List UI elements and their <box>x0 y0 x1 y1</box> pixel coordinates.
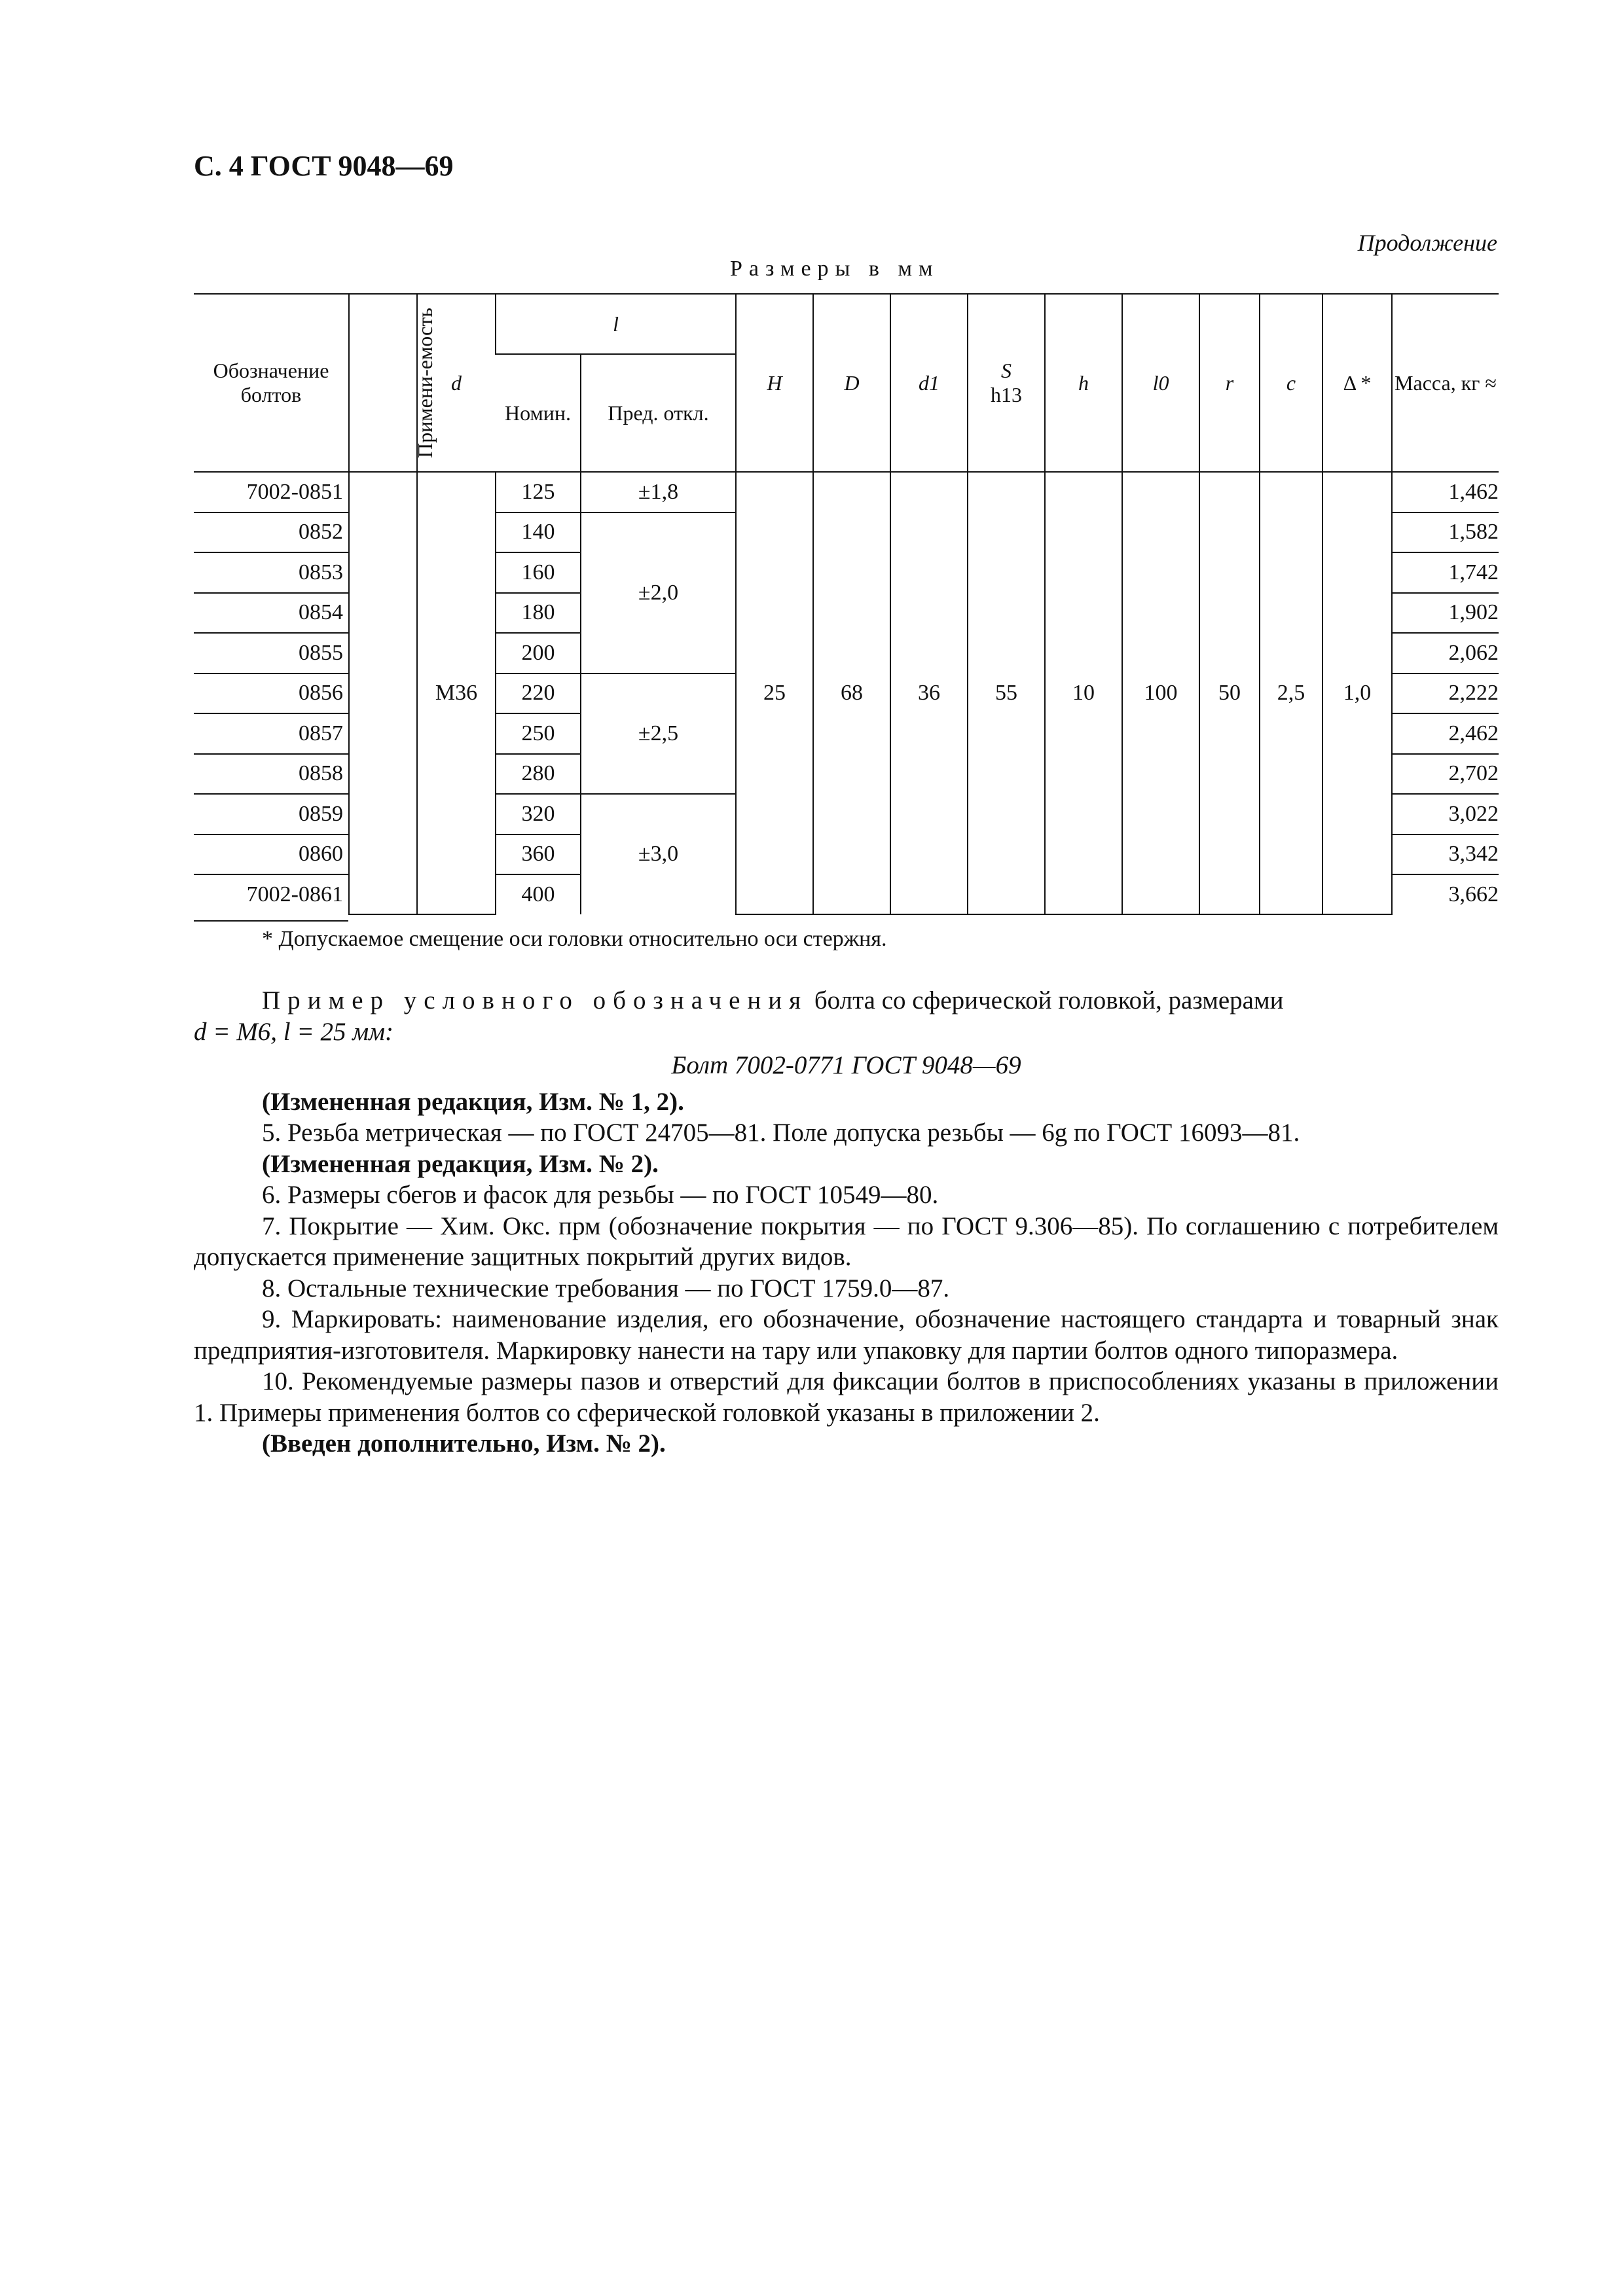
r-cell: 50 <box>1199 472 1260 914</box>
bolt-dimensions-table <box>194 293 1499 915</box>
l-nominal-cell: 250 <box>496 713 581 754</box>
continued-label: Продолжение <box>1357 230 1497 256</box>
designation-cell: 7002-0861 <box>246 882 343 906</box>
l-nominal-cell: 220 <box>496 673 581 714</box>
mass-cell: 1,462 <box>1392 472 1499 512</box>
header-D: D <box>813 294 890 472</box>
header-S-tolerance: h13 <box>991 383 1023 406</box>
l-nominal-cell: 200 <box>496 633 581 673</box>
paragraph-9: 9. Маркировать: наименование изделия, его обозначение, обозначение настоящего стандарта и товарный знак предприятия-изготовителя. Маркировку нанести на тару или упаковку для партии болтов одного типоразмера. <box>194 1305 1499 1365</box>
designation-cell: 0857 <box>194 713 349 754</box>
l-nominal-cell: 180 <box>496 593 581 634</box>
designation-cell: 0858 <box>194 754 349 795</box>
l-nominal-cell: 140 <box>496 512 581 553</box>
footnote-divider <box>194 920 348 922</box>
l-tolerance-cell: ±2,0 <box>581 512 736 673</box>
page-title: С. 4 ГОСТ 9048—69 <box>194 150 454 182</box>
delta-cell: 1,0 <box>1322 472 1392 914</box>
header-l-nominal: Номин. <box>496 354 581 472</box>
body-text <box>194 985 1499 1460</box>
header-delta: Δ * <box>1322 294 1392 472</box>
header-l-tolerance: Пред. откл. <box>581 354 736 472</box>
header-S <box>968 294 1045 472</box>
paragraph-10: 10. Рекомендуемые размеры пазов и отверстий для фиксации болтов в приспособлениях указаны в приложении 1. Примеры применения болтов со сферической головкой указаны в приложении 2. <box>194 1367 1499 1427</box>
l-tolerance-cell: ±3,0 <box>581 794 736 914</box>
example-designation: Болт 7002-0771 ГОСТ 9048—69 <box>671 1051 1021 1079</box>
header-mass: Масса, кг ≈ <box>1392 294 1499 472</box>
header-l0: l0 <box>1122 294 1199 472</box>
l-nominal-cell: 320 <box>496 794 581 834</box>
example-spaced-text: Пример условного обозначения <box>262 986 809 1014</box>
header-applicability: Примени-емость <box>349 294 417 472</box>
example-rest-text: болта со сферической головкой, размерами <box>808 986 1284 1014</box>
c-cell: 2,5 <box>1260 472 1322 914</box>
mass-cell: 1,582 <box>1392 512 1499 553</box>
header-c: c <box>1260 294 1322 472</box>
header-d1: d1 <box>890 294 968 472</box>
example-paragraph <box>194 985 1499 1016</box>
designation-cell: 0860 <box>194 834 349 875</box>
h-cell: 10 <box>1045 472 1122 914</box>
mass-cell: 1,902 <box>1392 593 1499 634</box>
l-nominal-cell: 280 <box>496 754 581 795</box>
designation-cell: 0855 <box>194 633 349 673</box>
header-H: H <box>736 294 813 472</box>
header-r: r <box>1199 294 1260 472</box>
designation-cell: 7002-0851 <box>194 472 349 512</box>
l-nominal-cell: 360 <box>496 834 581 875</box>
l-nominal-cell: 125 <box>496 472 581 512</box>
header-l: l <box>496 294 736 354</box>
H-cell: 25 <box>736 472 813 914</box>
revision-note-1-2: (Измененная редакция, Изм. № 1, 2). <box>262 1087 684 1116</box>
l0-cell: 100 <box>1122 472 1199 914</box>
header-designation: Обозначение болтов <box>194 294 349 472</box>
mass-cell: 3,662 <box>1392 874 1499 914</box>
D-cell: 68 <box>813 472 890 914</box>
example-line-2: d = М6, l = 25 мм: <box>194 1017 393 1046</box>
paragraph-5: 5. Резьба метрическая — по ГОСТ 24705—81. Поле допуска резьбы — 6g по ГОСТ 16093—81. <box>262 1119 1300 1147</box>
dimensions-caption: Размеры в мм <box>730 257 939 281</box>
paragraph-8: 8. Остальные технические требования — по ГОСТ 1759.0—87. <box>262 1274 950 1302</box>
mass-cell: 2,222 <box>1392 673 1499 714</box>
mass-cell: 2,702 <box>1392 754 1499 795</box>
mass-cell: 2,062 <box>1392 633 1499 673</box>
paragraph-7: 7. Покрытие — Хим. Окс. прм (обозначение покрытия — по ГОСТ 9.306—85). По соглашению с потребителем допускается применение защитных покрытий других видов. <box>194 1211 1499 1271</box>
designation-cell: 0852 <box>194 512 349 553</box>
designation-cell: 0856 <box>194 673 349 714</box>
introduced-note: (Введен дополнительно, Изм. № 2). <box>262 1429 666 1458</box>
header-h: h <box>1045 294 1122 472</box>
designation-cell: 0854 <box>194 593 349 634</box>
designation-cell: 0853 <box>194 552 349 593</box>
header-d: d <box>417 294 496 472</box>
paragraph-6: 6. Размеры сбегов и фасок для резьбы — по ГОСТ 10549—80. <box>262 1181 939 1209</box>
l-tolerance-cell: ±2,5 <box>581 673 736 795</box>
l-nominal-cell: 160 <box>496 552 581 593</box>
d1-cell: 36 <box>890 472 968 914</box>
l-tolerance-cell: ±1,8 <box>581 472 736 512</box>
S-cell: 55 <box>968 472 1045 914</box>
l-nominal-cell: 400 <box>496 874 581 914</box>
mass-cell: 2,462 <box>1392 713 1499 754</box>
mass-cell: 1,742 <box>1392 552 1499 593</box>
d-cell: М36 <box>417 472 496 914</box>
header-S-symbol: S <box>1001 359 1012 382</box>
table-row <box>194 472 1499 512</box>
footnote: * Допускаемое смещение оси головки относительно оси стержня. <box>262 927 887 951</box>
revision-note-2: (Измененная редакция, Изм. № 2). <box>262 1149 659 1178</box>
mass-cell: 3,022 <box>1392 794 1499 834</box>
designation-cell: 0859 <box>194 794 349 834</box>
applicability-cell <box>349 472 417 914</box>
mass-cell: 3,342 <box>1392 834 1499 875</box>
